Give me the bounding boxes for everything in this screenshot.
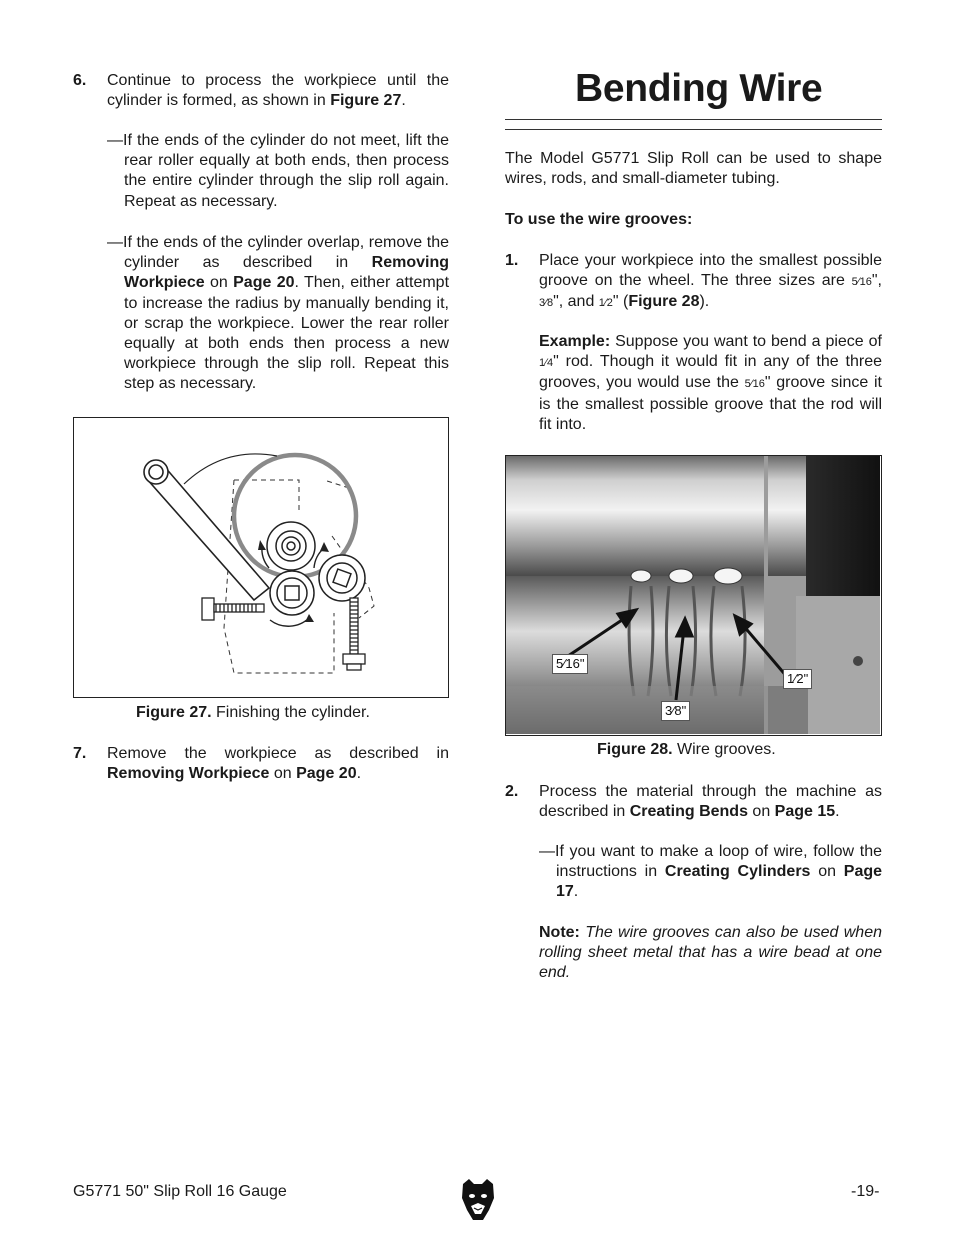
step-2-number: 2.	[505, 783, 519, 800]
intro-paragraph: The Model G5771 Slip Roll can be used to shape wires, rods, and small-diameter tubing.	[505, 150, 882, 188]
note-paragraph: Note: The wire grooves can also be used when rolling sheet metal that has a wire bead at one end.	[539, 924, 882, 982]
figure-27-diagram	[73, 417, 449, 698]
wire-grooves-subheading: To use the wire grooves:	[505, 211, 693, 228]
callout-3-8: 3⁄8"	[661, 701, 690, 721]
dash-note-loop-of-wire: —If you want to make a loop of wire, follow the instructions in Creating Cylinders on Page 17.	[539, 843, 883, 901]
page-number: -19-	[851, 1183, 880, 1200]
page-title: Bending Wire	[575, 67, 823, 110]
step-1-number: 1.	[505, 252, 519, 269]
title-rule-top	[505, 119, 882, 120]
wire-grooves-photo	[506, 456, 880, 734]
figure-28-photo	[505, 455, 882, 736]
step-7-number: 7.	[73, 745, 87, 762]
title-rule-bottom	[505, 129, 882, 130]
step-6-text: Continue to process the workpiece until the cylinder is formed, as shown in Figure 27.	[107, 72, 449, 110]
figure-28-caption: Figure 28. Wire grooves.	[597, 741, 776, 758]
footer-model-name: G5771 50" Slip Roll 16 Gauge	[73, 1183, 287, 1200]
slip-roll-cylinder-drawing	[74, 418, 447, 696]
callout-5-16: 5⁄16"	[552, 654, 588, 674]
step-7-text: Remove the workpiece as described in Removing Workpiece on Page 20.	[107, 745, 449, 783]
dash-note-ends-overlap: —If the ends of the cylinder overlap, remove the cylinder as described in Removing Workpiece on Page 20. Then, either attempt to increase the radius by manually bending it, or scrap the workpiece. Lower the rear roller equally at both ends then process a new workpiece through the slip roll. Repeat this step as necessary.	[107, 234, 450, 393]
callout-1-2: 1⁄2"	[783, 669, 812, 689]
figure-27-caption: Figure 27. Finishing the cylinder.	[136, 704, 370, 721]
step-6-number: 6.	[73, 72, 87, 89]
example-paragraph: Example: Suppose you want to bend a piece of 1⁄4" rod. Though it would fit in any of the three grooves, you would use the 5⁄16" groove since it is the smallest possible groove that the rod will fit into.	[539, 333, 882, 433]
bear-logo-icon	[459, 1176, 497, 1222]
step-1-text: Place your workpiece into the smallest possible groove on the wheel. The three sizes are 5⁄16", 3⁄8", and 1⁄2" (Figure 28).	[539, 252, 882, 311]
dash-note-ends-not-meet: —If the ends of the cylinder do not meet, lift the rear roller equally at both ends, then process the entire cylinder through the slip roll again. Repeat as necessary.	[107, 132, 449, 210]
step-2-text: Process the material through the machine as described in Creating Bends on Page 15.	[539, 783, 882, 821]
